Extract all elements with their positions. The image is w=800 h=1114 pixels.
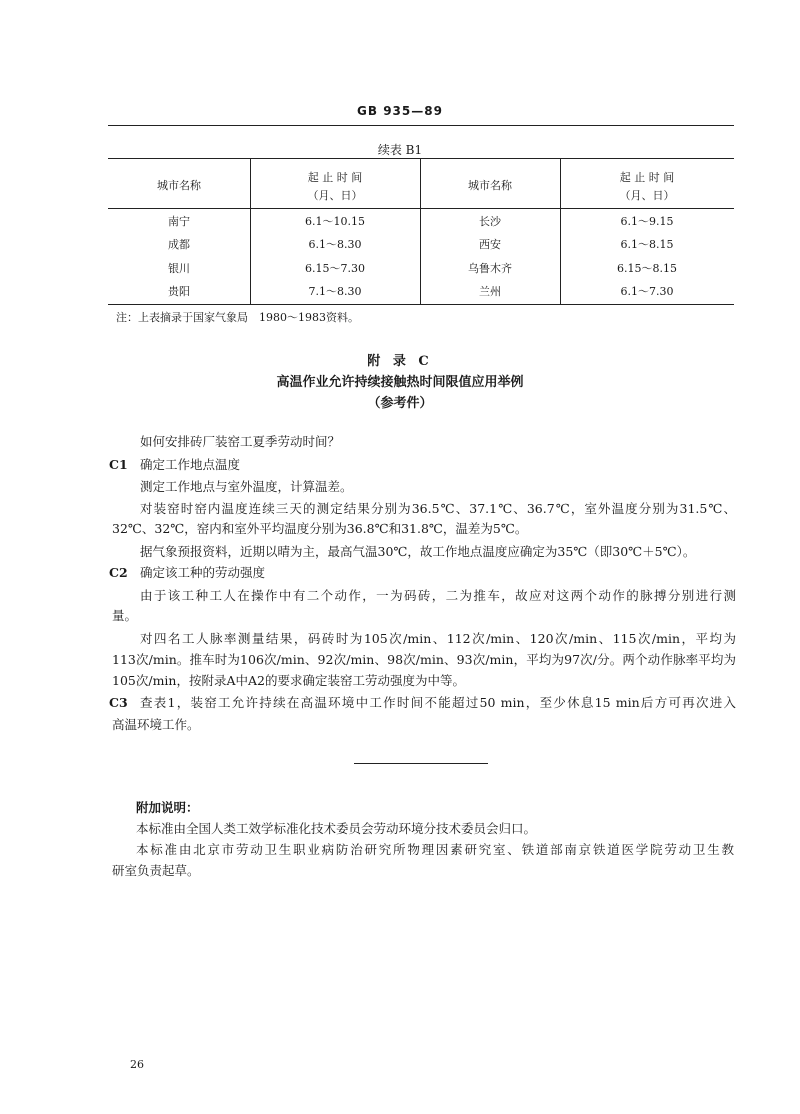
paragraph: 测定工作地点与室外温度，计算温差。 (140, 479, 353, 494)
paragraph: 对装窑时窑内温度连续三天的测定结果分别为36.5℃、37.1℃、36.7℃，室外温度分别为31.5℃、 (140, 501, 736, 516)
section-heading: 确定工作地点温度 (140, 457, 241, 472)
cell-city: 成都 (168, 238, 190, 251)
cell-period: 6.1～8.30 (308, 238, 362, 251)
paragraph: 查表1，装窑工允许持续在高温环境中工作时间不能超过50 min，至少休息15 min后方可再次进入 (140, 695, 736, 710)
table-top-rule (108, 158, 734, 159)
additional-notes-title: 附加说明： (136, 800, 199, 815)
table-caption: 续表 B1 (377, 143, 423, 157)
paragraph-continuation: 32℃、32℃，窑内和室外平均温度分别为36.8℃和31.8℃，温差为5℃。 (112, 521, 528, 536)
paragraph-continuation: 高温环境工作。 (112, 717, 200, 732)
cell-city: 贵阳 (168, 285, 190, 298)
header-rule (108, 125, 734, 126)
paragraph-continuation: 113次/min。推车时为106次/min、92次/min、98次/min、93次/min，平均为97次/分。两个动作脉率平均为 (112, 652, 736, 667)
section-number: C3 (109, 695, 128, 710)
cell-city: 乌鲁木齐 (468, 262, 512, 275)
header-city-right: 城市名称 (468, 179, 512, 192)
table-note: 注：上表摘录于国家气象局 1980～1983资料。 (116, 311, 359, 324)
standard-number-header: GB 935—89 (357, 104, 443, 118)
cell-period: 6.1～7.30 (620, 285, 674, 298)
section-divider (354, 763, 488, 764)
header-period-right: 起 止 时 间 (619, 171, 675, 184)
paragraph: 对四名工人脉率测量结果，码砖时为105次/min、112次/min、120次/min、115次/min，平均为 (140, 631, 736, 646)
table-header-rule (108, 208, 734, 209)
page-number: 26 (130, 1058, 144, 1071)
paragraph: 由于该工种工人在操作中有二个动作，一为码砖，二为推车，故应对这两个动作的脉搏分别进行测 (140, 588, 736, 603)
table-bottom-rule (108, 304, 734, 305)
cell-city: 银川 (168, 262, 190, 275)
paragraph-continuation: 量。 (112, 608, 138, 623)
appendix-subtitle: （参考件） (367, 396, 433, 411)
paragraph: 本标准由北京市劳动卫生职业病防治研究所物理因素研究室、铁道部南京铁道医学院劳动卫生教 (136, 842, 734, 857)
header-city-left: 城市名称 (157, 179, 201, 192)
paragraph-continuation: 105次/min，按附录A中A2的要求确定装窑工劳动强度为中等。 (112, 673, 465, 688)
cell-period: 7.1～8.30 (308, 285, 362, 298)
header-period-left-unit: （月、日） (307, 189, 363, 202)
cell-period: 6.15～7.30 (305, 262, 365, 275)
paragraph: 本标准由全国人类工效学标准化技术委员会劳动环境分技术委员会归口。 (136, 821, 537, 836)
cell-city: 长沙 (479, 215, 501, 228)
section-number: C1 (109, 457, 128, 472)
appendix-label: 附 录 C (367, 354, 433, 369)
appendix-title: 高温作业允许持续接触热时间限值应用举例 (276, 375, 524, 390)
cell-period: 6.15～8.15 (617, 262, 677, 275)
header-period-right-unit: （月、日） (619, 189, 675, 202)
cell-period: 6.1～10.15 (305, 215, 365, 228)
paragraph: 据气象预报资料，近期以晴为主，最高气温30℃，故工作地点温度应确定为35℃（即30℃＋5℃）。 (140, 544, 696, 559)
paragraph-continuation: 研室负责起草。 (112, 863, 200, 878)
section-heading: 确定该工种的劳动强度 (140, 565, 266, 580)
cell-city: 兰州 (479, 285, 501, 298)
question-paragraph: 如何安排砖厂装窑工夏季劳动时间？ (140, 434, 341, 449)
cell-period: 6.1～8.15 (620, 238, 674, 251)
cell-period: 6.1～9.15 (620, 215, 674, 228)
section-number: C2 (109, 565, 128, 580)
header-period-left: 起 止 时 间 (307, 171, 363, 184)
cell-city: 西安 (479, 238, 501, 251)
cell-city: 南宁 (168, 215, 190, 228)
